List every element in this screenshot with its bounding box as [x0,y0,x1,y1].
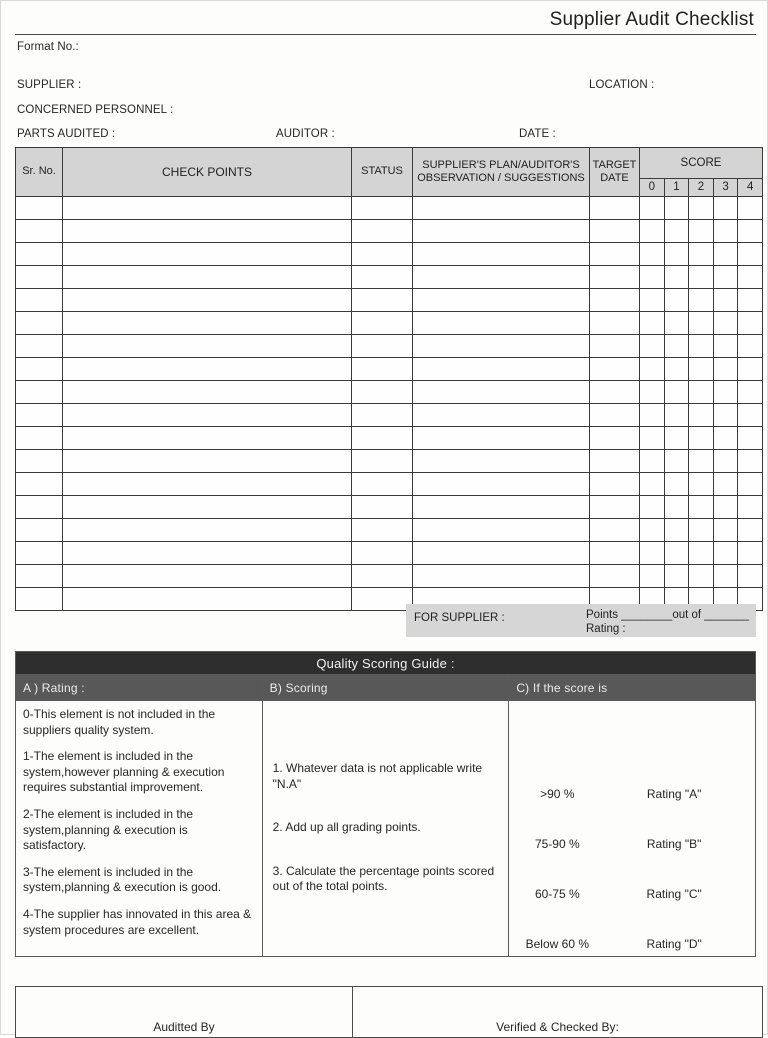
cell-score-3[interactable] [713,473,738,496]
score-map-row [515,787,749,801]
cell-score-1[interactable] [664,381,689,404]
cell-check-points[interactable] [63,588,352,611]
cell-target-date[interactable] [590,542,640,565]
cell-score-4[interactable] [738,266,763,289]
cell-score-3[interactable] [713,266,738,289]
table-row [16,197,763,220]
score-map-rating: Rating "A" [646,787,702,801]
score-map-rating: Rating "D" [646,937,702,951]
cell-score-2[interactable] [689,243,714,266]
column-header-target-date-line2: DATE [600,172,629,184]
cell-suppliers-plan[interactable] [413,542,590,565]
cell-score-0[interactable] [640,289,665,312]
cell-sr-no[interactable] [16,335,63,358]
cell-target-date[interactable] [590,381,640,404]
cell-suppliers-plan[interactable] [413,404,590,427]
field-format-no: Format No.: [17,41,79,53]
checklist-table-body [16,197,763,611]
cell-check-points[interactable] [63,289,352,312]
cell-target-date[interactable] [590,450,640,473]
cell-score-2[interactable] [689,266,714,289]
scoring-step-item: 2. Add up all grading points. [272,820,421,835]
guide-subheader-row [16,675,756,701]
cell-sr-no[interactable] [16,519,63,542]
cell-suppliers-plan[interactable] [413,312,590,335]
cell-suppliers-plan[interactable] [413,450,590,473]
table-row [16,335,763,358]
table-row [16,266,763,289]
scoring-step-item: 1. Whatever data is not applicable write "N.A" [272,761,483,791]
cell-score-4[interactable] [738,542,763,565]
checklist-table-head [16,148,763,197]
cell-sr-no[interactable] [16,197,63,220]
cell-sr-no[interactable] [16,220,63,243]
cell-score-2[interactable] [689,565,714,588]
guide-rating-cell [16,701,263,957]
cell-score-1[interactable] [664,312,689,335]
cell-score-1[interactable] [664,266,689,289]
cell-sr-no[interactable] [16,358,63,381]
cell-score-2[interactable] [689,197,714,220]
cell-suppliers-plan[interactable] [413,335,590,358]
cell-score-3[interactable] [713,312,738,335]
cell-check-points[interactable] [63,473,352,496]
cell-score-4[interactable] [738,312,763,335]
cell-score-4[interactable] [738,450,763,473]
cell-check-points[interactable] [63,335,352,358]
table-row [16,519,763,542]
cell-score-0[interactable] [640,335,665,358]
column-header-target-date [590,148,640,197]
cell-score-3[interactable] [713,404,738,427]
guide-column-header-score-is: C) If the score is [509,675,756,701]
cell-suppliers-plan[interactable] [413,358,590,381]
column-header-suppliers-plan-line2: OBSERVATION / SUGGESTIONS [417,172,585,184]
cell-score-4[interactable] [738,197,763,220]
cell-suppliers-plan[interactable] [413,243,590,266]
column-header-score-1: 1 [664,179,689,197]
column-header-score-4: 4 [738,179,763,197]
cell-target-date[interactable] [590,220,640,243]
cell-check-points[interactable] [63,381,352,404]
quality-scoring-guide-table [15,651,756,957]
cell-check-points[interactable] [63,542,352,565]
cell-score-4[interactable] [738,404,763,427]
rating-definition-item: 3-The element is included in the system,planning & execution is good. [23,864,222,895]
cell-score-3[interactable] [713,381,738,404]
table-row [16,243,763,266]
cell-status[interactable] [352,427,413,450]
cell-target-date[interactable] [590,312,640,335]
cell-suppliers-plan[interactable] [413,565,590,588]
column-header-score: SCORE [640,148,763,179]
cell-sr-no[interactable] [16,565,63,588]
cell-score-1[interactable] [664,496,689,519]
score-map-rating: Rating "B" [646,837,702,851]
score-map-percent: Below 60 % [525,937,589,951]
for-supplier-rating[interactable]: Rating : [586,623,626,635]
cell-suppliers-plan[interactable] [413,381,590,404]
cell-status[interactable] [352,519,413,542]
score-map-row [515,837,749,851]
cell-score-2[interactable] [689,404,714,427]
page-title: Supplier Audit Checklist [549,9,754,30]
score-map-rating: Rating "C" [646,887,702,901]
cell-score-0[interactable] [640,542,665,565]
cell-sr-no[interactable] [16,588,63,611]
field-date: DATE : [519,128,556,140]
cell-score-4[interactable] [738,335,763,358]
cell-score-0[interactable] [640,450,665,473]
cell-score-1[interactable] [664,542,689,565]
cell-suppliers-plan[interactable] [413,427,590,450]
for-supplier-panel [406,604,756,637]
guide-scoring-cell [262,701,509,957]
field-parts-audited: PARTS AUDITED : [17,128,116,140]
cell-score-3[interactable] [713,542,738,565]
cell-score-3[interactable] [713,358,738,381]
cell-score-2[interactable] [689,335,714,358]
guide-column-header-rating: A ) Rating : [16,675,263,701]
cell-score-4[interactable] [738,427,763,450]
guide-body-row [16,701,756,957]
cell-target-date[interactable] [590,197,640,220]
table-row [16,427,763,450]
column-header-check-points: CHECK POINTS [63,148,352,197]
score-map-row [515,937,749,951]
cell-score-3[interactable] [713,496,738,519]
scoring-step-item: 3. Calculate the percentage points scored out of the total points. [272,863,495,894]
cell-check-points[interactable] [63,220,352,243]
cell-suppliers-plan[interactable] [413,220,590,243]
cell-score-1[interactable] [664,473,689,496]
cell-score-2[interactable] [689,427,714,450]
cell-score-4[interactable] [738,519,763,542]
cell-score-1[interactable] [664,565,689,588]
cell-score-4[interactable] [738,243,763,266]
cell-check-points[interactable] [63,427,352,450]
guide-title-row [16,652,756,675]
cell-score-2[interactable] [689,496,714,519]
cell-check-points[interactable] [63,197,352,220]
column-header-status: STATUS [352,148,413,197]
rating-definition-item: 1-The element is included in the system,however planning & execution requires substantial improvement. [23,749,225,795]
cell-score-0[interactable] [640,220,665,243]
rating-definition-list [16,701,262,942]
cell-suppliers-plan[interactable] [413,519,590,542]
cell-score-0[interactable] [640,473,665,496]
cell-score-1[interactable] [664,427,689,450]
cell-score-0[interactable] [640,519,665,542]
cell-target-date[interactable] [590,266,640,289]
cell-status[interactable] [352,473,413,496]
cell-score-4[interactable] [738,289,763,312]
cell-score-3[interactable] [713,243,738,266]
cell-suppliers-plan[interactable] [413,289,590,312]
cell-target-date[interactable] [590,496,640,519]
cell-status[interactable] [352,542,413,565]
cell-status[interactable] [352,565,413,588]
column-header-score-0: 0 [640,179,665,197]
cell-score-3[interactable] [713,289,738,312]
cell-score-3[interactable] [713,450,738,473]
cell-target-date[interactable] [590,565,640,588]
score-rating-map [509,701,755,955]
table-row [16,312,763,335]
cell-suppliers-plan[interactable] [413,473,590,496]
field-supplier: SUPPLIER : [17,79,82,91]
cell-sr-no[interactable] [16,266,63,289]
signature-verified-by[interactable]: Verified & Checked By: [353,987,763,1038]
column-header-score-3: 3 [713,179,738,197]
cell-sr-no[interactable] [16,427,63,450]
cell-score-4[interactable] [738,496,763,519]
cell-check-points[interactable] [63,565,352,588]
checklist-header-row-1 [16,148,763,179]
cell-target-date[interactable] [590,519,640,542]
table-row [16,358,763,381]
cell-target-date[interactable] [590,358,640,381]
table-row [16,381,763,404]
score-map-percent: 75-90 % [534,837,580,851]
score-map-percent: >90 % [540,787,575,801]
signature-audited-by[interactable]: Auditted By [16,987,353,1038]
cell-status[interactable] [352,588,413,611]
cell-sr-no[interactable] [16,542,63,565]
cell-score-2[interactable] [689,450,714,473]
for-supplier-label: FOR SUPPLIER : [414,612,505,624]
rating-definition-item: 2-The element is included in the system,planning & execution is satisfactory. [23,806,194,853]
cell-score-1[interactable] [664,220,689,243]
cell-score-1[interactable] [664,450,689,473]
rating-definition-item: 0-This element is not included in the suppliers quality system. [23,707,216,737]
column-header-score-2: 2 [689,179,714,197]
cell-sr-no[interactable] [16,496,63,519]
cell-check-points[interactable] [63,312,352,335]
cell-status[interactable] [352,243,413,266]
cell-score-3[interactable] [713,427,738,450]
cell-score-1[interactable] [664,519,689,542]
guide-column-header-scoring: B) Scoring [262,675,509,701]
table-row [16,473,763,496]
cell-score-3[interactable] [713,220,738,243]
cell-score-2[interactable] [689,220,714,243]
cell-score-3[interactable] [713,565,738,588]
cell-target-date[interactable] [590,243,640,266]
cell-score-3[interactable] [713,335,738,358]
table-row [16,542,763,565]
cell-sr-no[interactable] [16,289,63,312]
cell-status[interactable] [352,358,413,381]
cell-suppliers-plan[interactable] [413,496,590,519]
table-row [16,565,763,588]
table-row [16,404,763,427]
cell-score-2[interactable] [689,473,714,496]
cell-status[interactable] [352,197,413,220]
table-row [16,496,763,519]
cell-target-date[interactable] [590,289,640,312]
cell-sr-no[interactable] [16,473,63,496]
cell-score-4[interactable] [738,565,763,588]
cell-score-2[interactable] [689,312,714,335]
cell-score-1[interactable] [664,243,689,266]
cell-check-points[interactable] [63,404,352,427]
signature-row [16,987,763,1038]
cell-score-1[interactable] [664,289,689,312]
table-row [16,289,763,312]
cell-status[interactable] [352,381,413,404]
scoring-step-list [263,701,509,899]
cell-score-4[interactable] [738,381,763,404]
cell-check-points[interactable] [63,266,352,289]
cell-check-points[interactable] [63,450,352,473]
column-header-target-date-line1: TARGET [592,158,637,171]
column-header-suppliers-plan-line1: SUPPLIER'S PLAN/AUDITOR'S [422,158,580,171]
cell-score-0[interactable] [640,381,665,404]
cell-score-3[interactable] [713,197,738,220]
cell-status[interactable] [352,335,413,358]
cell-score-1[interactable] [664,358,689,381]
score-map-row [515,887,749,901]
cell-score-1[interactable] [664,335,689,358]
guide-score-map-cell [509,701,756,957]
cell-status[interactable] [352,312,413,335]
cell-check-points[interactable] [63,243,352,266]
cell-status[interactable] [352,289,413,312]
cell-score-2[interactable] [689,381,714,404]
cell-status[interactable] [352,404,413,427]
column-header-sr-no: Sr. No. [16,148,63,197]
cell-target-date[interactable] [590,473,640,496]
cell-score-4[interactable] [738,220,763,243]
cell-target-date[interactable] [590,335,640,358]
cell-score-0[interactable] [640,496,665,519]
cell-score-2[interactable] [689,542,714,565]
cell-check-points[interactable] [63,519,352,542]
field-auditor: AUDITOR : [276,128,335,140]
field-concerned-personnel: CONCERNED PERSONNEL : [17,104,174,116]
guide-title: Quality Scoring Guide : [16,652,756,675]
cell-check-points[interactable] [63,496,352,519]
title-row [15,9,756,31]
cell-score-1[interactable] [664,404,689,427]
field-location: LOCATION : [589,79,655,91]
cell-status[interactable] [352,450,413,473]
cell-score-0[interactable] [640,427,665,450]
signature-table [15,986,763,1038]
cell-score-2[interactable] [689,519,714,542]
column-header-suppliers-plan [413,148,590,197]
cell-sr-no[interactable] [16,404,63,427]
cell-status[interactable] [352,496,413,519]
cell-score-0[interactable] [640,312,665,335]
title-divider [15,34,756,35]
cell-sr-no[interactable] [16,381,63,404]
cell-sr-no[interactable] [16,312,63,335]
cell-score-4[interactable] [738,473,763,496]
table-row [16,220,763,243]
cell-score-3[interactable] [713,519,738,542]
cell-status[interactable] [352,266,413,289]
cell-check-points[interactable] [63,358,352,381]
cell-sr-no[interactable] [16,450,63,473]
cell-score-0[interactable] [640,243,665,266]
cell-target-date[interactable] [590,427,640,450]
cell-score-0[interactable] [640,358,665,381]
cell-score-4[interactable] [738,358,763,381]
cell-score-0[interactable] [640,266,665,289]
cell-score-0[interactable] [640,404,665,427]
cell-score-0[interactable] [640,197,665,220]
cell-target-date[interactable] [590,404,640,427]
score-map-percent: 60-75 % [534,887,580,901]
cell-score-2[interactable] [689,358,714,381]
cell-score-2[interactable] [689,289,714,312]
cell-status[interactable] [352,220,413,243]
cell-sr-no[interactable] [16,243,63,266]
for-supplier-points[interactable]: Points ________out of _______ [586,609,750,621]
table-row [16,450,763,473]
checklist-table [15,147,763,611]
cell-score-1[interactable] [664,197,689,220]
cell-suppliers-plan[interactable] [413,197,590,220]
cell-score-0[interactable] [640,565,665,588]
rating-definition-item: 4-The supplier has innovated in this area & system procedures are excellent. [23,906,252,937]
cell-suppliers-plan[interactable] [413,266,590,289]
